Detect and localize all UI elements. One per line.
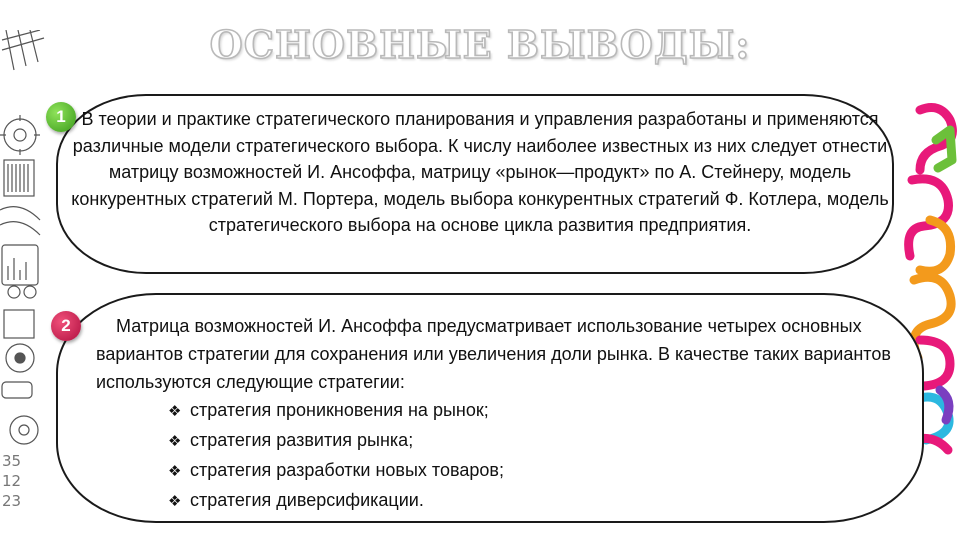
wire-doodle: [0, 207, 40, 235]
list-item-text: стратегия разработки новых товаров;: [190, 460, 504, 480]
coin-icon: [8, 286, 20, 298]
list-item-text: стратегия диверсификации.: [190, 490, 424, 510]
battery-icon: [2, 382, 32, 398]
number-badge-2: 2: [51, 311, 81, 341]
list-item: [96, 426, 896, 456]
doodle-digit: 35: [2, 452, 22, 470]
doodle-digit: 23: [2, 492, 22, 510]
conclusion-text-1: В теории и практике стратегического планирования и управления разработаны и применяются различные модели стратегического выбора. К числу наиболее известных из них следует отнести матрицу возможностей И. Ансоффа, матрицу «рынок—продукт» по А. Стейнеру, модель конкурентных стратегий М. Портера, модель выбора конкурентных стратегий Ф. Котлера, модель стратегического выбора на основе цикла развития предприятия.: [71, 109, 889, 235]
list-item-text: стратегия развития рынка;: [190, 430, 414, 450]
diamond-bullet-icon: ❖: [168, 403, 182, 420]
left-doodle-decoration: [0, 30, 50, 510]
device-icon: [4, 310, 34, 338]
conclusion-intro-2: Матрица возможностей И. Ансоффа предусматривает использование четырех основных вариантов стратегии для сохранения или увеличения доли рынка. В качестве таких вариантов используются следующие стратегии:: [96, 316, 891, 392]
number-badge-1: 1: [46, 102, 76, 132]
list-item: [96, 396, 896, 426]
page-title: ОСНОВНЫЕ ВЫВОДЫ:: [209, 22, 751, 67]
list-item: [96, 486, 896, 516]
conclusion-text-2: [96, 312, 896, 516]
diamond-bullet-icon: ❖: [168, 493, 182, 510]
list-item: [96, 456, 896, 486]
doodle-digit: 12: [2, 472, 22, 490]
list-item-text: стратегия проникновения на рынок;: [190, 400, 489, 420]
diamond-bullet-icon: ❖: [168, 463, 182, 480]
strategy-list: [96, 396, 896, 516]
cog-icon: [10, 416, 38, 444]
diamond-bullet-icon: ❖: [168, 433, 182, 450]
gear-icon: [4, 119, 36, 151]
